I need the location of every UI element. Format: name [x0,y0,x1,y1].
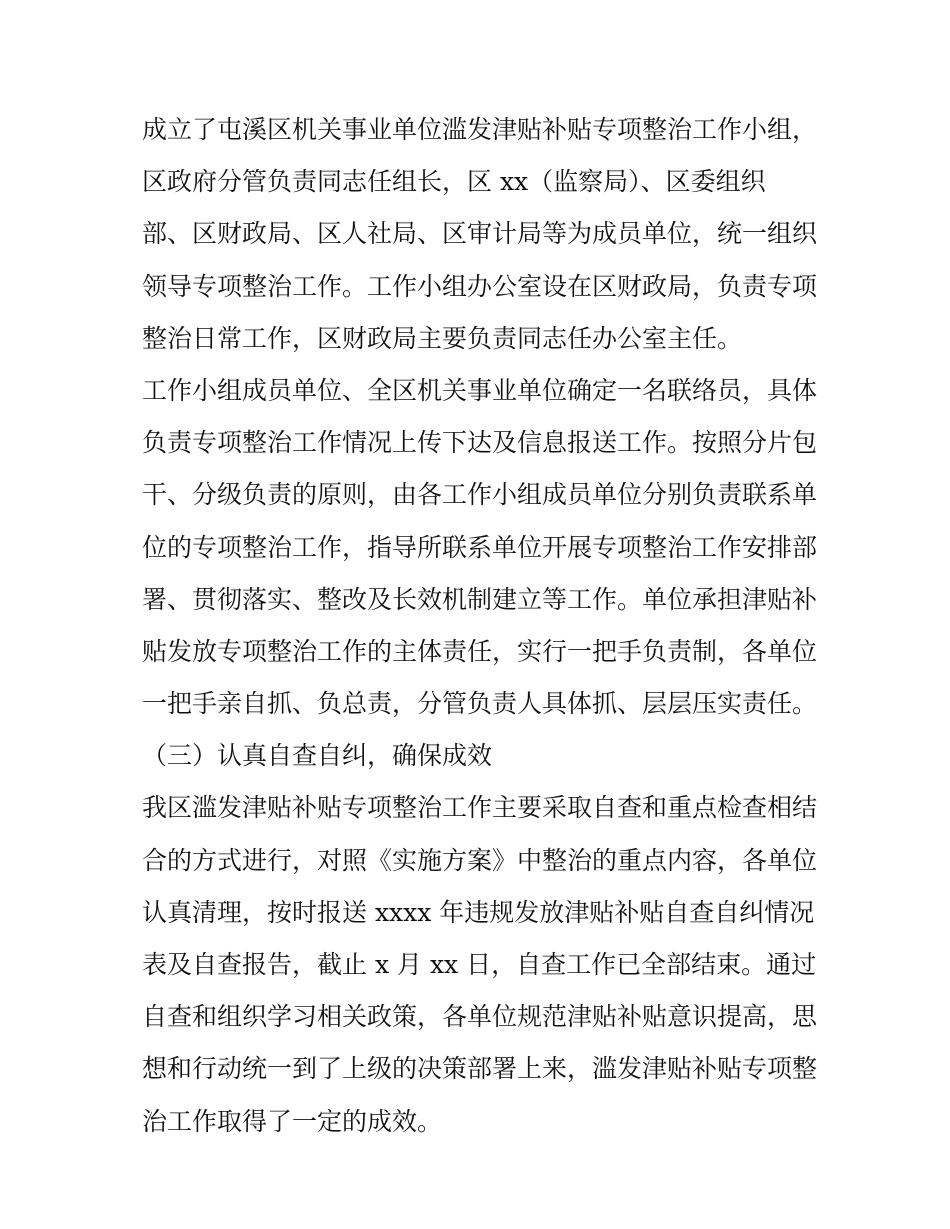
text-line: 领导专项整治工作。工作小组办公室设在区财政局，负责专项 [142,271,818,301]
text-line: 我区滥发津贴补贴专项整治工作主要采取自查和重点检查相结 [142,793,818,823]
text-line: 干、分级负责的原则，由各工作小组成员单位分别负责联系单 [142,480,818,510]
section-heading: （三）认真自查自纠，确保成效 [142,741,493,771]
text-line: 认真清理，按时报送 xxxx 年违规发放津贴补贴自查自纠情况 [142,897,815,927]
text-line: 署、贯彻落实、整改及长效机制建立等工作。单位承担津贴补 [142,584,818,614]
text-line: 治工作取得了一定的成效。 [142,1106,443,1136]
text-line: 工作小组成员单位、全区机关事业单位确定一名联络员，具体 [142,375,818,405]
text-line: 贴发放专项整治工作的主体责任，实行一把手负责制，各单位 [142,636,818,666]
text-line: 成立了屯溪区机关事业单位滥发津贴补贴专项整治工作小组， [142,115,818,144]
text-line: 整治日常工作，区财政局主要负责同志任办公室主任。 [142,323,743,353]
text-line: 位的专项整治工作，指导所联系单位开展专项整治工作安排部 [142,532,818,562]
text-line: 合的方式进行，对照《实施方案》中整治的重点内容，各单位 [142,845,818,875]
text-line: 自查和组织学习相关政策，各单位规范津贴补贴意识提高，思 [142,1002,818,1032]
text-line: 想和行动统一到了上级的决策部署上来，滥发津贴补贴专项整 [142,1054,818,1084]
text-line: 区政府分管负责同志任组长，区 xx（监察局）、区委组织 [142,167,766,197]
text-line: 负责专项整治工作情况上传下达及信息报送工作。按照分片包 [142,428,818,458]
text-line: 一把手亲自抓、负总责，分管负责人具体抓、层层压实责任。 [142,689,818,719]
text-line: 表及自查报告，截止 x 月 xx 日，自查工作已全部结束。通过 [142,950,817,979]
document-body [142,104,822,1148]
text-line: 部、区财政局、区人社局、区审计局等为成员单位，统一组织 [142,219,818,249]
